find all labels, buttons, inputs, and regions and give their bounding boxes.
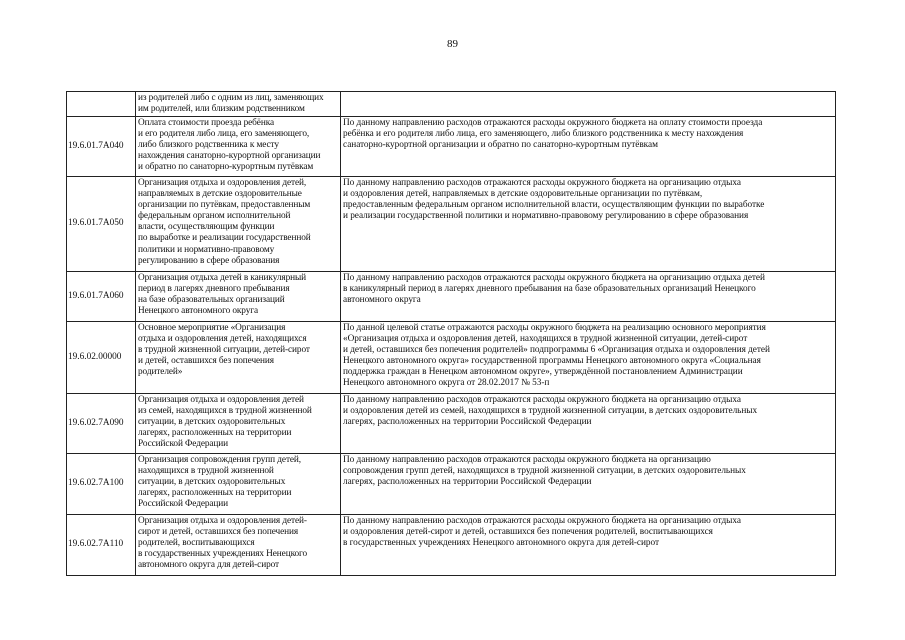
item-description-cell: По данной целевой статье отражаются расходы окружного бюджета на реализацию основного мероприятия «Организация отдыха и оздоровления детей, находящихся в трудной жизненной ситуации, детей-сирот и детей, оставшихся без попечения родителей» подпрограммы 6 «Организация отдыха и оздоровления детей Ненецкого автономного округа» государственной программы Ненецкого автономного округа «Социальная поддержка граждан в Ненецком автономном округе», утверждённой постановлением Администрации Ненецкого автономного округа от 28.02.2017 № 53-п xyxy=(341,322,836,394)
table-row xyxy=(67,177,836,272)
budget-classification-table xyxy=(66,91,836,576)
item-name-cell: Организация отдыха и оздоровления детей- сирот и детей, оставшихся без попечения родителей, воспитывающихся в государственных учреждениях Ненецкого автономного округа для детей-сирот xyxy=(136,515,341,576)
item-description-cell: По данному направлению расходов отражаются расходы окружного бюджета на организацию отдыха детей в каникулярный период в лагерях дневного пребывания на базе образовательных организаций Ненецкого автономного округа xyxy=(341,272,836,322)
item-description-cell: По данному направлению расходов отражаются расходы окружного бюджета на организацию отдыха и оздоровления детей, направляемых в детские оздоровительные организации по путёвкам, предоставленным федеральным органом исполнительной власти, осуществляющим функции по выработке и реализации государственной политики и нормативно-правовому регулированию в сфере образования xyxy=(341,177,836,272)
target-code-cell: 19.6.01.7А060 xyxy=(67,272,136,322)
item-name-cell: Организация сопровождения групп детей, находящихся в трудной жизненной ситуации, в детских оздоровительных лагерях, расположенных на территории Российской Федерации xyxy=(136,454,341,515)
target-code-cell: 19.6.02.7А090 xyxy=(67,394,136,454)
table-row xyxy=(67,394,836,454)
item-description-cell xyxy=(341,92,836,117)
item-description-cell: По данному направлению расходов отражаются расходы окружного бюджета на организацию отдыха и оздоровления детей-сирот и детей, оставшихся без попечения родителей, воспитывающихся в государственных учреждениях Ненецкого автономного округа для детей-сирот xyxy=(341,515,836,576)
item-name-cell: Организация отдыха и оздоровления детей, направляемых в детские оздоровительные организации по путёвкам, предоставленным федеральным органом исполнительной власти, осуществляющим функции по выработке и реализации государственной политики и нормативно-правовому регулированию в сфере образования xyxy=(136,177,341,272)
page-number: 89 xyxy=(447,38,458,50)
table-row xyxy=(67,515,836,576)
target-code-cell: 19.6.02.7А110 xyxy=(67,515,136,576)
target-code-cell: 19.6.01.7А050 xyxy=(67,177,136,272)
table-row xyxy=(67,322,836,394)
item-description-cell: По данному направлению расходов отражаются расходы окружного бюджета на организацию отдыха и оздоровления детей из семей, находящихся в трудной жизненной ситуации, в детских оздоровительных лагерях, расположенных на территории Российской Федерации xyxy=(341,394,836,454)
item-name-cell: из родителей либо с одним из лиц, заменяющих им родителей, или близким родственником xyxy=(136,92,341,117)
table-row xyxy=(67,117,836,177)
item-name-cell: Оплата стоимости проезда ребёнка и его родителя либо лица, его заменяющего, либо близкого родственника к месту нахождения санаторно-курортной организации и обратно по санаторно-курортным путёвкам xyxy=(136,117,341,177)
item-name-cell: Организация отдыха детей в каникулярный период в лагерях дневного пребывания на базе образовательных организаций Ненецкого автономного округа xyxy=(136,272,341,322)
target-code-cell xyxy=(67,92,136,117)
item-name-cell: Основное мероприятие «Организация отдыха и оздоровления детей, находящихся в трудной жизненной ситуации, детей-сирот и детей, оставшихся без попечения родителей» xyxy=(136,322,341,394)
table-row xyxy=(67,454,836,515)
item-description-cell: По данному направлению расходов отражаются расходы окружного бюджета на оплату стоимости проезда ребёнка и его родителя либо лица, его заменяющего, либо близкого родственника к месту нахождения санаторно-курортной организации и обратно по санаторно-курортным путёвкам xyxy=(341,117,836,177)
item-description-cell: По данному направлению расходов отражаются расходы окружного бюджета на организацию сопровождения групп детей, находящихся в трудной жизненной ситуации, в детских оздоровительных лагерях, расположенных на территории Российской Федерации xyxy=(341,454,836,515)
table-row xyxy=(67,92,836,117)
target-code-cell: 19.6.02.7А100 xyxy=(67,454,136,515)
target-code-cell: 19.6.01.7А040 xyxy=(67,117,136,177)
target-code-cell: 19.6.02.00000 xyxy=(67,322,136,394)
item-name-cell: Организация отдыха и оздоровления детей из семей, находящихся в трудной жизненной ситуации, в детских оздоровительных лагерях, расположенных на территории Российской Федерации xyxy=(136,394,341,454)
table-row xyxy=(67,272,836,322)
